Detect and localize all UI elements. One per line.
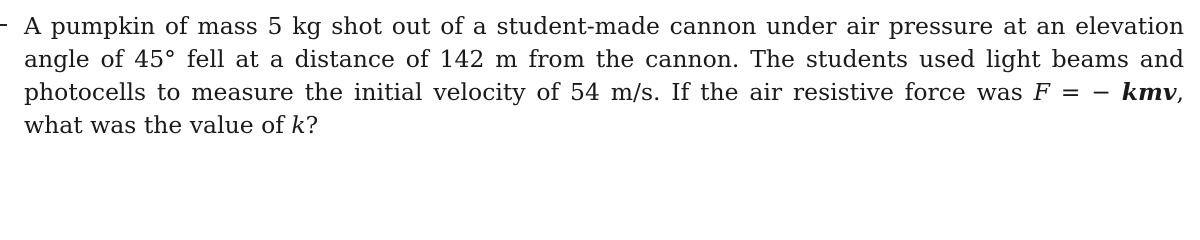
question-mark: ?	[305, 111, 319, 139]
problem-text-part1: A pumpkin of mass 5 kg shot out of a student-made cannon under air pressure at an elevation angle of 45° fell at a distance of 142 m from the cannon. The students used light beams and photocells to measure the initial velocity of 54 m/s. If the air resistive force was	[24, 12, 1184, 106]
margin-mark	[0, 24, 7, 26]
problem-statement	[24, 10, 1184, 142]
force-symbol: F	[1033, 78, 1050, 106]
force-expression: kmv	[1121, 78, 1177, 106]
equals-minus: = −	[1049, 78, 1122, 106]
unknown-k: k	[291, 111, 306, 139]
problem-text-part2: , what was the value of	[24, 78, 1184, 139]
